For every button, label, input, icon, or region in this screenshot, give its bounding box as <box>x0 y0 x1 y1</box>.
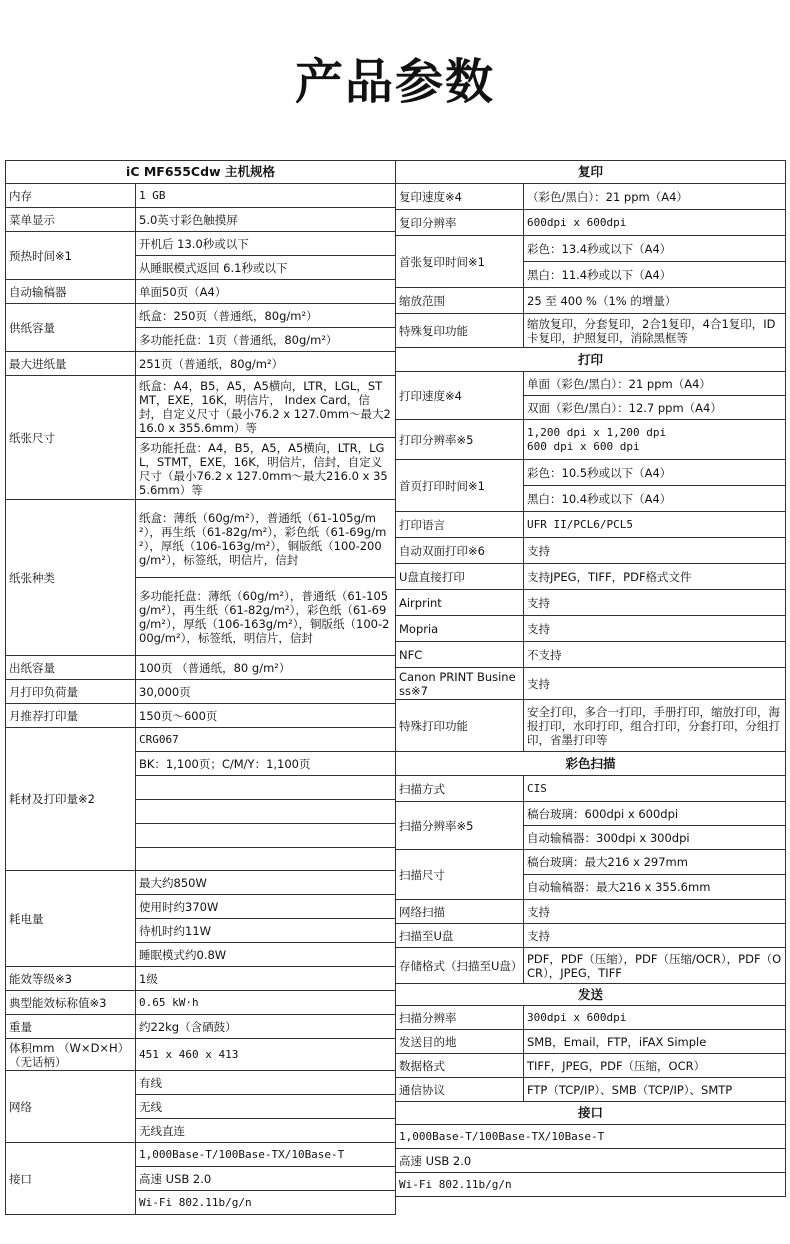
spec-label: 内存 <box>6 184 136 208</box>
spec-value: 不支持 <box>524 642 786 668</box>
spec-value: CIS <box>524 776 786 802</box>
spec-value: 25 至 400 %（1% 的增量） <box>524 288 786 314</box>
spec-row-scan-usb <box>396 924 786 948</box>
section-header-interface: 接口 <box>396 1102 786 1125</box>
spec-value: 300dpi x 600dpi <box>524 1006 786 1030</box>
spec-label: 复印分辨率 <box>396 210 524 236</box>
spec-value: 待机时约11W <box>136 919 396 943</box>
spec-row-fpot <box>396 460 786 486</box>
spec-row-power <box>6 871 396 895</box>
spec-row-send-res <box>396 1006 786 1030</box>
spec-row-scan-method <box>396 776 786 802</box>
spec-row-display <box>6 208 396 232</box>
spec-value: 600dpi x 600dpi <box>524 210 786 236</box>
spec-row-tec <box>6 991 396 1015</box>
spec-value: 单面50页（A4） <box>136 280 396 304</box>
spec-value: 睡眠模式约0.8W <box>136 943 396 967</box>
spec-label: U盘直接打印 <box>396 564 524 590</box>
spec-value: 彩色：10.5秒或以下（A4） <box>524 460 786 486</box>
spec-value: 支持 <box>524 590 786 616</box>
spec-label: 特殊打印功能 <box>396 700 524 752</box>
spec-value: （彩色/黑白）：21 ppm（A4） <box>524 184 786 210</box>
spec-row-weight <box>6 1015 396 1039</box>
spec-label: 网络 <box>6 1071 136 1143</box>
spec-value: BK：1,100页；C/M/Y：1,100页 <box>136 752 396 776</box>
empty-cell <box>136 776 396 800</box>
spec-value: 双面（彩色/黑白）：12.7 ppm（A4） <box>524 396 786 420</box>
spec-row-recommended <box>6 704 396 728</box>
spec-value: 开机后 13.0秒或以下 <box>136 232 396 256</box>
spec-value: 无线直连 <box>136 1119 396 1143</box>
empty-cell <box>136 824 396 848</box>
spec-row-copy-speed <box>396 184 786 210</box>
spec-label: 出纸容量 <box>6 656 136 680</box>
spec-row-protocol <box>396 1078 786 1102</box>
spec-label: 通信协议 <box>396 1078 524 1102</box>
spec-row-output <box>6 656 396 680</box>
interface-row: 高速 USB 2.0 <box>396 1149 786 1173</box>
spec-value: 约22kg（含硒鼓） <box>136 1015 396 1039</box>
spec-value: 5.0英寸彩色触摸屏 <box>136 208 396 232</box>
page-title: 产品参数 <box>294 54 495 110</box>
spec-value: 彩色：13.4秒或以下（A4） <box>524 236 786 262</box>
spec-label: 能效等级※3 <box>6 967 136 991</box>
spec-row-duty <box>6 680 396 704</box>
spec-row-interface <box>6 1143 396 1167</box>
spec-value: UFR II/PCL6/PCL5 <box>524 512 786 538</box>
spec-row-paper-size <box>6 376 396 438</box>
spec-label: 缩放范围 <box>396 288 524 314</box>
spec-value: 支持 <box>524 900 786 924</box>
spec-value: 支持 <box>524 616 786 642</box>
print-res-line: 600 dpi x 600 dpi <box>527 439 640 453</box>
spec-value: 缩放复印，分套复印，2合1复印，4合1复印，ID卡复印，护照复印，消除黑框等 <box>524 314 786 348</box>
spec-row-special-print <box>396 700 786 752</box>
spec-label: 自动双面打印※6 <box>396 538 524 564</box>
spec-value: 251页（普通纸，80g/m²） <box>136 352 396 376</box>
interface-row: 1,000Base-T/100Base-TX/10Base-T <box>396 1125 786 1149</box>
spec-row-nfc <box>396 642 786 668</box>
function-spec-table <box>395 160 786 1197</box>
spec-value: 自动输稿器：最大216 x 355.6mm <box>524 875 786 900</box>
spec-value: 稿台玻璃：最大216 x 297mm <box>524 850 786 875</box>
spec-label: 月推荐打印量 <box>6 704 136 728</box>
print-res-line: 1,200 dpi x 1,200 dpi <box>527 425 667 439</box>
spec-label: 首页打印时间※1 <box>396 460 524 512</box>
spec-value: 纸盒：A4，B5，A5，A5横向，LTR，LGL，STMT，EXE，16K，明信片， Index Card，信封，自定义尺寸（最小76.2 x 127.0mm～最大216.0 x 355.6mm）等 <box>136 376 396 438</box>
spec-row-special-copy <box>396 314 786 348</box>
spec-row-paper-capacity <box>6 304 396 328</box>
spec-value: 使用时约370W <box>136 895 396 919</box>
spec-row-print-speed <box>396 372 786 396</box>
spec-row-paper-type <box>6 500 396 578</box>
spec-value: 纸盒：250页（普通纸，80g/m²） <box>136 304 396 328</box>
section-header-copy: 复印 <box>396 161 786 184</box>
spec-row-energy-grade <box>6 967 396 991</box>
spec-row-usb-print <box>396 564 786 590</box>
spec-row-copy-res <box>396 210 786 236</box>
spec-label: 存储格式（扫描至U盘） <box>396 948 524 984</box>
spec-label: 月打印负荷量 <box>6 680 136 704</box>
spec-value: 安全打印，多合一打印，手册打印，缩放打印，海报打印，水印打印，组合打印，分套打印，分组打印，省墨打印等 <box>524 700 786 752</box>
section-header-print: 打印 <box>396 348 786 372</box>
spec-value: PDF，PDF（压缩），PDF（压缩/OCR），PDF（OCR），JPEG，TIFF <box>524 948 786 984</box>
spec-label: 扫描方式 <box>396 776 524 802</box>
spec-row-mopria <box>396 616 786 642</box>
spec-value: 0.65 kW·h <box>136 991 396 1015</box>
spec-row-canon-print <box>396 668 786 700</box>
spec-row-data-format <box>396 1054 786 1078</box>
section-header-scan: 彩色扫描 <box>396 752 786 776</box>
spec-row-net-scan <box>396 900 786 924</box>
spec-label: Mopria <box>396 616 524 642</box>
spec-value: 多功能托盘：1页（普通纸，80g/m²） <box>136 328 396 352</box>
spec-row-airprint <box>396 590 786 616</box>
spec-value: Wi-Fi 802.11b/g/n <box>136 1191 396 1215</box>
spec-label: 扫描至U盘 <box>396 924 524 948</box>
spec-value: 稿台玻璃：600dpi x 600dpi <box>524 802 786 826</box>
spec-label: 耗电量 <box>6 871 136 967</box>
spec-row-pdl <box>396 512 786 538</box>
spec-label: 首张复印时间※1 <box>396 236 524 288</box>
spec-label: Canon PRINT Business※7 <box>396 668 524 700</box>
spec-value: 支持 <box>524 668 786 700</box>
spec-label: 接口 <box>6 1143 136 1215</box>
spec-row-network <box>6 1071 396 1095</box>
spec-value: 451 x 460 x 413 <box>136 1039 396 1071</box>
empty-cell <box>136 800 396 824</box>
spec-value: 100页 （普通纸，80 g/m²） <box>136 656 396 680</box>
spec-value: 自动输稿器：300dpi x 300dpi <box>524 826 786 850</box>
spec-label: 发送目的地 <box>396 1030 524 1054</box>
spec-value: 黑白：11.4秒或以下（A4） <box>524 262 786 288</box>
spec-label: 扫描尺寸 <box>396 850 524 900</box>
spec-row-fcot <box>396 236 786 262</box>
spec-value: 有线 <box>136 1071 396 1095</box>
spec-value: FTP（TCP/IP）、SMB（TCP/IP）、SMTP <box>524 1078 786 1102</box>
spec-label: 扫描分辨率 <box>396 1006 524 1030</box>
spec-value: 30,000页 <box>136 680 396 704</box>
spec-value: SMB，Email，FTP，iFAX Simple <box>524 1030 786 1054</box>
spec-value: 1 GB <box>136 184 396 208</box>
spec-label: 复印速度※4 <box>396 184 524 210</box>
main-spec-header: iC MF655Cdw 主机规格 <box>6 161 396 184</box>
spec-row-scan-size <box>396 850 786 875</box>
spec-value: 支持 <box>524 924 786 948</box>
spec-value: 1,000Base-T/100Base-TX/10Base-T <box>136 1143 396 1167</box>
spec-value: 黑白：10.4秒或以下（A4） <box>524 486 786 512</box>
spec-row-dimensions <box>6 1039 396 1071</box>
spec-value: CRG067 <box>136 728 396 752</box>
spec-label: 打印速度※4 <box>396 372 524 420</box>
spec-label: 供纸容量 <box>6 304 136 352</box>
spec-value: 无线 <box>136 1095 396 1119</box>
main-spec-table <box>5 160 396 1215</box>
interface-row: Wi-Fi 802.11b/g/n <box>396 1173 786 1197</box>
spec-label: NFC <box>396 642 524 668</box>
spec-row-print-res <box>396 420 786 460</box>
spec-label: 耗材及打印量※2 <box>6 728 136 871</box>
spec-row-zoom <box>396 288 786 314</box>
spec-value: 纸盒：薄纸（60g/m²），普通纸（61-105g/m²），再生纸（61-82g/m²），彩色纸（61-69g/m²），厚纸（106-163g/m²），铜版纸（100-200g/m²），标签纸，明信片，信封 <box>136 500 396 578</box>
spec-label: 打印分辨率※5 <box>396 420 524 460</box>
spec-value: TIFF，JPEG，PDF（压缩，OCR） <box>524 1054 786 1078</box>
spec-row-consumables <box>6 728 396 752</box>
spec-value: 高速 USB 2.0 <box>136 1167 396 1191</box>
spec-label: 自动输稿器 <box>6 280 136 304</box>
spec-row-send-dest <box>396 1030 786 1054</box>
spec-label: 特殊复印功能 <box>396 314 524 348</box>
spec-value: 单面（彩色/黑白）：21 ppm（A4） <box>524 372 786 396</box>
spec-label: 最大进纸量 <box>6 352 136 376</box>
spec-value: 支持 <box>524 538 786 564</box>
spec-value: 支持JPEG，TIFF，PDF格式文件 <box>524 564 786 590</box>
spec-row-duplex <box>396 538 786 564</box>
spec-value: 多功能托盘：A4，B5，A5，A5横向，LTR，LGL，STMT，EXE，16K，明信片，信封，自定义尺寸（最小76.2 x 127.0mm～最大216.0 x 355.6mm）等 <box>136 438 396 500</box>
spec-label: 重量 <box>6 1015 136 1039</box>
spec-value: 150页～600页 <box>136 704 396 728</box>
spec-label: Airprint <box>396 590 524 616</box>
spec-label: 打印语言 <box>396 512 524 538</box>
spec-value: 从睡眠模式返回 6.1秒或以下 <box>136 256 396 280</box>
spec-label: 数据格式 <box>396 1054 524 1078</box>
empty-cell <box>136 848 396 871</box>
spec-label: 纸张种类 <box>6 500 136 656</box>
spec-row-scan-res <box>396 802 786 826</box>
spec-label: 网络扫描 <box>396 900 524 924</box>
spec-label: 典型能效标称值※3 <box>6 991 136 1015</box>
spec-row-adf <box>6 280 396 304</box>
spec-label: 纸张尺寸 <box>6 376 136 500</box>
spec-label: 预热时间※1 <box>6 232 136 280</box>
spec-row-storage-format <box>396 948 786 984</box>
spec-value: 最大约850W <box>136 871 396 895</box>
spec-row-warmup <box>6 232 396 256</box>
spec-value <box>524 420 786 460</box>
spec-row-max-input <box>6 352 396 376</box>
spec-row-memory <box>6 184 396 208</box>
spec-label: 体积mm （W×D×H）（无话柄） <box>6 1039 136 1071</box>
spec-label: 菜单显示 <box>6 208 136 232</box>
spec-value: 多功能托盘：薄纸（60g/m²），普通纸（61-105g/m²），再生纸（61-82g/m²），彩色纸（61-69g/m²），厚纸（106-163g/m²），铜版纸（100-200g/m²），标签纸，明信片，信封 <box>136 578 396 656</box>
spec-value: 1级 <box>136 967 396 991</box>
spec-label: 扫描分辨率※5 <box>396 802 524 850</box>
section-header-send: 发送 <box>396 984 786 1006</box>
